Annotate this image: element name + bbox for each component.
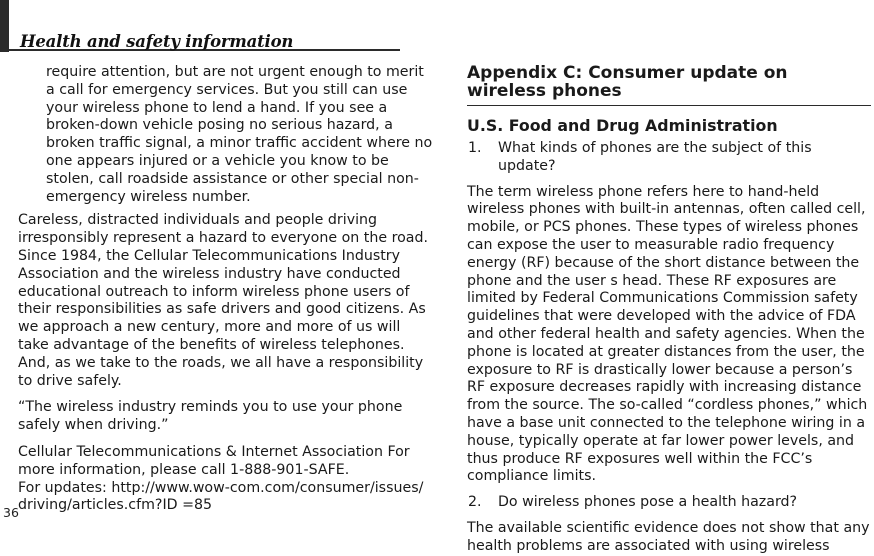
updates-url-path: driving/articles.cfm?ID =85 — [18, 497, 213, 514]
question-number: 2. — [468, 494, 482, 511]
industry-quote: “The wireless industry reminds you to use your phone safely when driving.” — [18, 399, 403, 434]
updates-url: For updates: http://www.wow-com.com/consumer/issues/ — [18, 479, 424, 496]
continued-bullet-text: require attention, but are not urgent enough to merit a call for emergency services. But you still can use your wireless phone to lend a hand. If you see a broken-down vehicle posing no serious hazard, a broken traffic signal, a minor traffic accident where no one appears injured or a vehicle you know to be stolen, call roadside assistance or other special non-emergency wireless number. — [46, 64, 433, 205]
question-number: 1. — [468, 140, 482, 156]
appendix-title: Appendix C: Consumer update on wireless phones — [467, 64, 871, 106]
question-2 — [467, 494, 871, 512]
question-text: What kinds of phones are the subject of this update? — [498, 140, 812, 174]
right-column — [467, 64, 871, 556]
page-header-title: Health and safety information — [20, 32, 294, 51]
driving-responsibility-paragraph: Careless, distracted individuals and people driving irresponsibly represent a hazard to everyone on the road. Since 1984, the Cellular Telecommunications Industry Association and the wireless industry have conducted educational outreach to inform wireless phone users of their responsibilities as safe drivers and good citizens. As we approach a new century, more and more of us will take advantage of the benefits of wireless telephones. And, as we take to the roads, we all have a responsibility to drive safely. — [18, 212, 428, 389]
question-text: Do wireless phones pose a health hazard? — [498, 494, 798, 511]
answer-2: The available scientific evidence does not show that any health problems are associated with using wireless — [467, 519, 870, 554]
left-column — [18, 64, 434, 515]
answer-1: The term wireless phone refers here to hand-held wireless phones with built-in antennas, often called cell, mobile, or PCS phones. These types of wireless phones can expose the user to measurable radio frequency energy (RF) because of the short distance between the phone and the user s head. These RF exposures are limited by Federal Communications Commission safety guidelines that were developed with the advice of FDA and other federal health and safety agencies. When the phone is located at greater distances from the user, the exposure to RF is drastically lower because a person’s RF exposure decreases rapidly with increasing distance from the source. The so-called “cordless phones,” which have a base unit connected to the telephone wiring in a house, typically operate at far lower power levels, and thus produce RF exposures well within the FCC’s compliance limits. — [467, 183, 868, 485]
header-accent-bar — [0, 0, 9, 52]
contact-info: Cellular Telecommunications & Internet Association For more information, please call 1-888-901-SAFE. — [18, 443, 410, 478]
section-heading: U.S. Food and Drug Administration — [467, 116, 778, 135]
page-number: 36 — [3, 505, 19, 520]
question-1 — [467, 140, 871, 176]
